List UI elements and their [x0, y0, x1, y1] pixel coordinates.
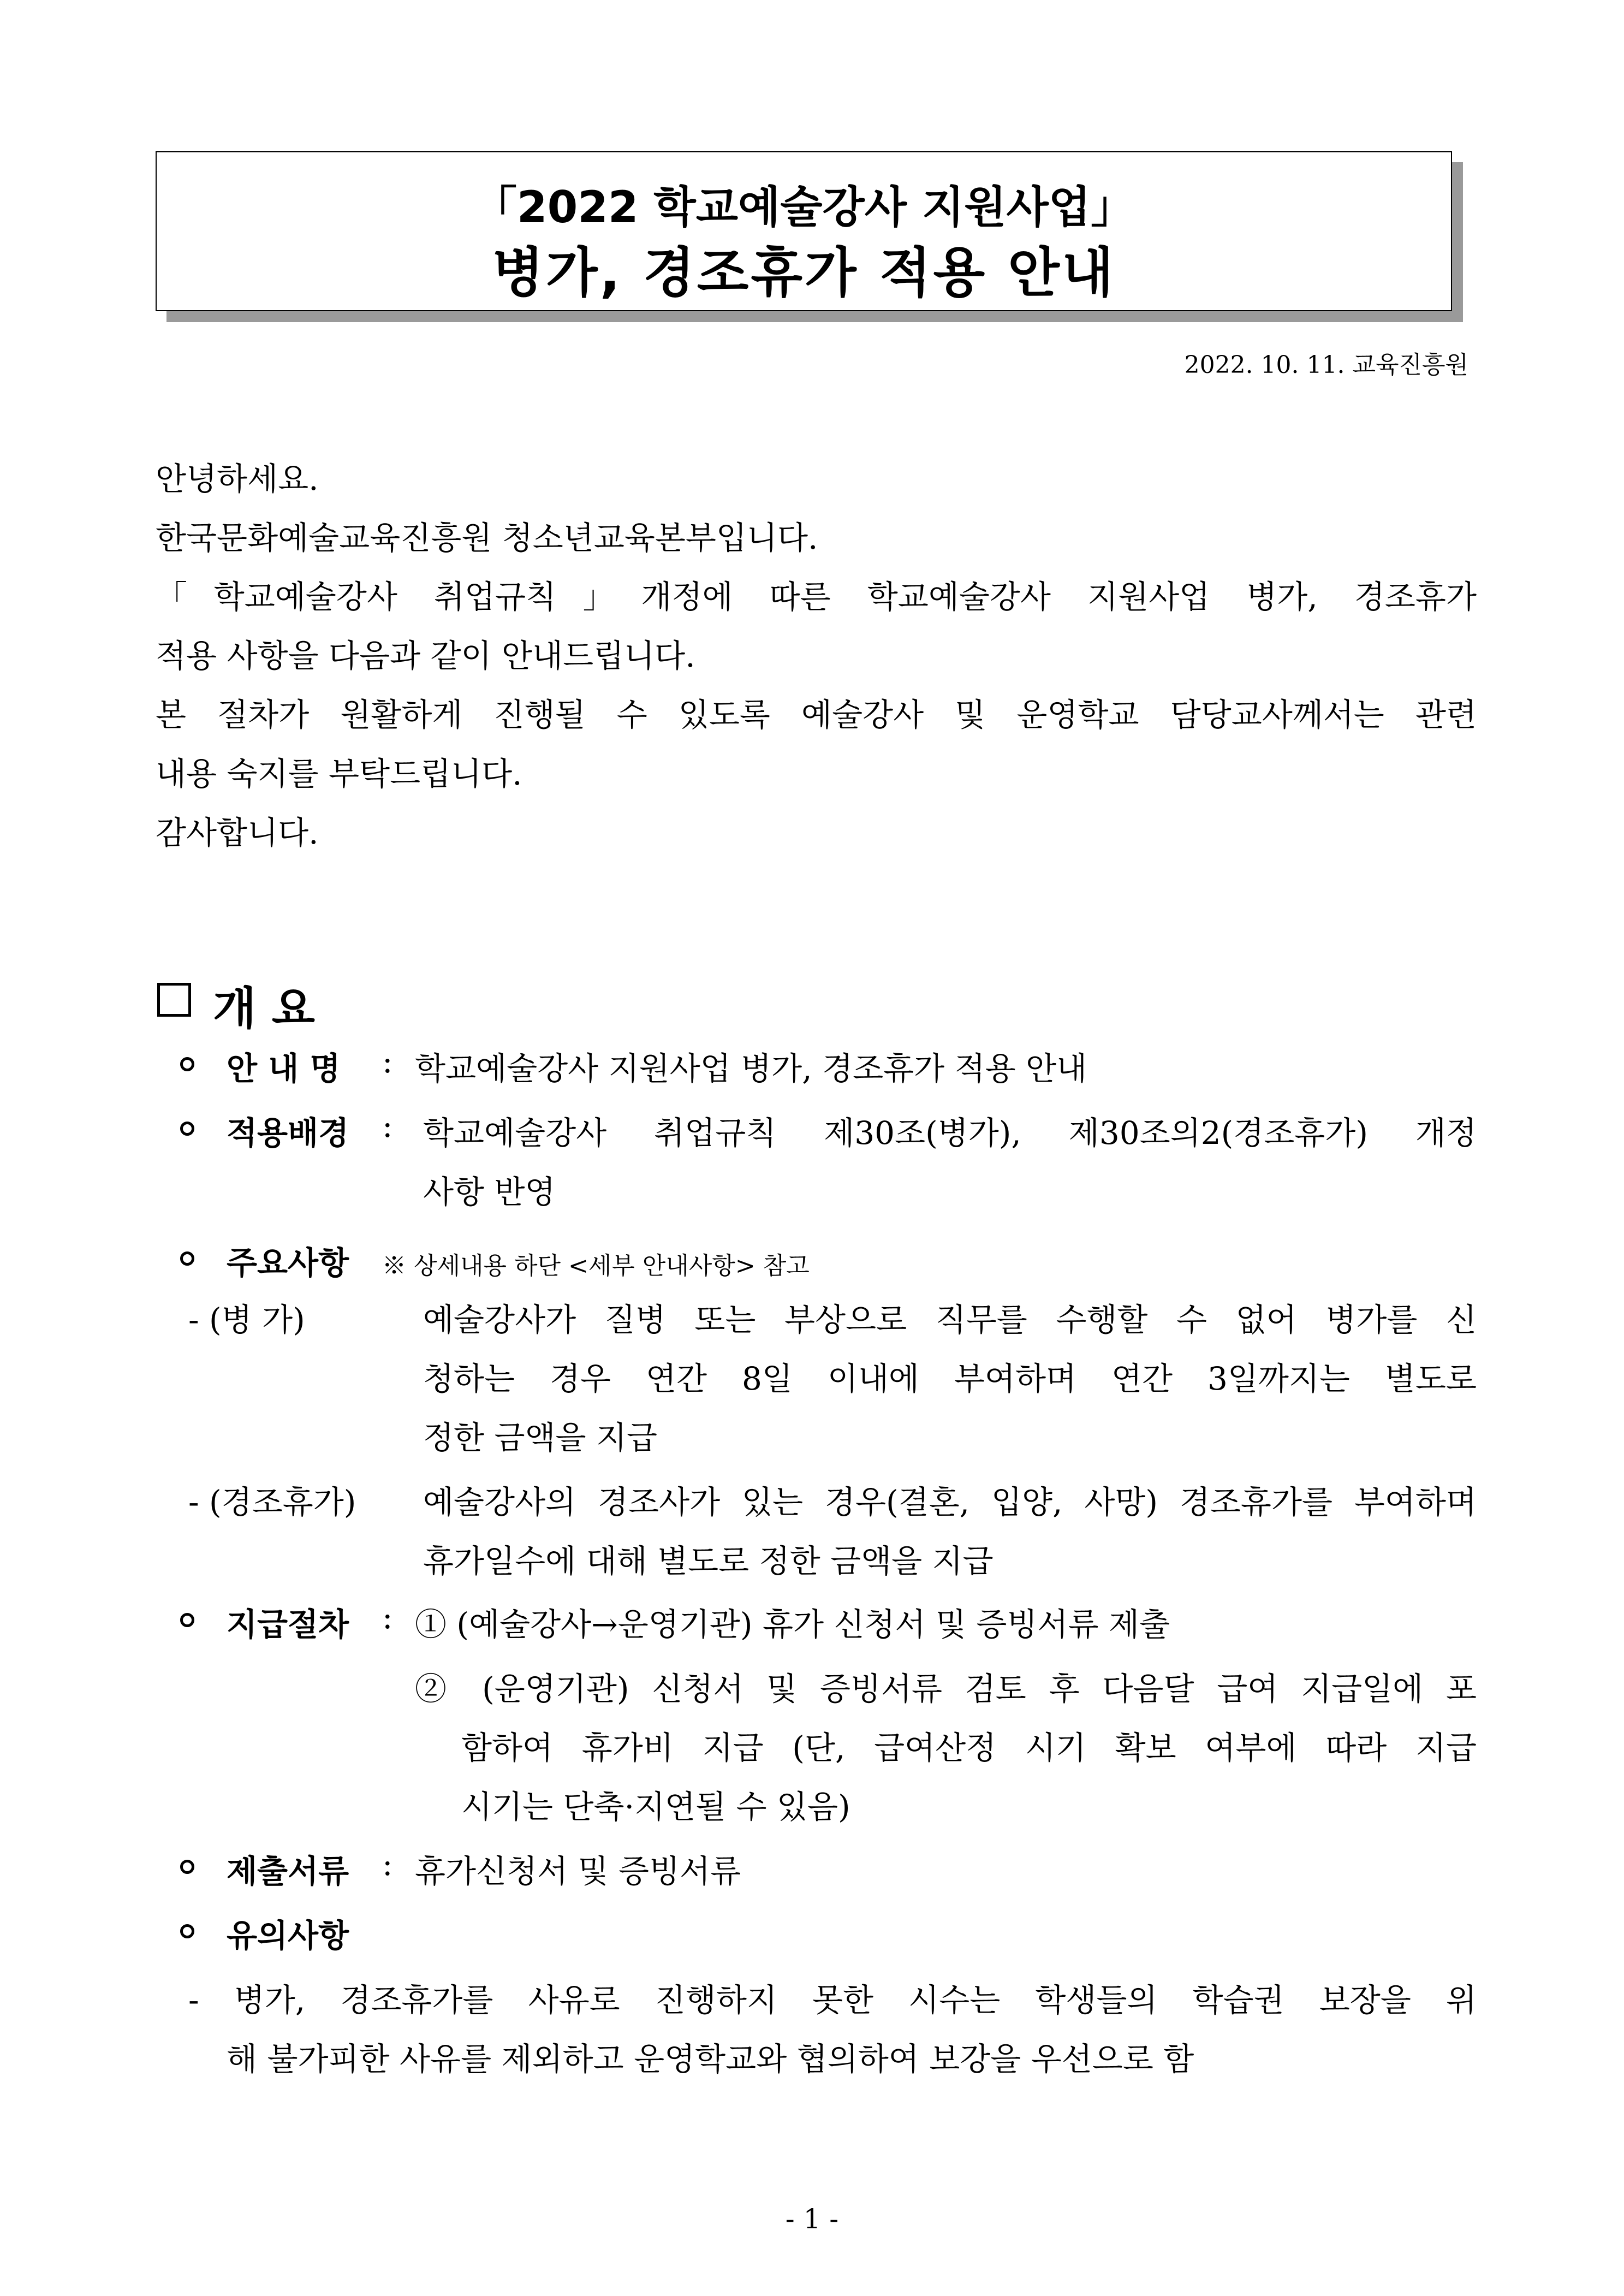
- date-line: 2022. 10. 11. 교육진흥원: [1184, 351, 1468, 379]
- main-points-label: 주요사항: [227, 1244, 349, 1282]
- payment-label: 지급절차: [227, 1606, 349, 1643]
- sick-leave-line3: 정한 금액을 지급: [423, 1419, 658, 1456]
- payment-step2-line2: 함하여 휴가비 지급 (단, 급여산정 시기 확보 여부에 따라 지급: [461, 1729, 1477, 1766]
- payment-step1: ① (예술강사→운영기관) 휴가 신청서 및 증빙서류 제출: [415, 1606, 1170, 1643]
- bullet-circle-icon: [180, 1122, 194, 1136]
- guide-name-text: 학교예술강사 지원사업 병가, 경조휴가 적용 안내: [415, 1050, 1087, 1087]
- intro-greeting: 안녕하세요.: [156, 460, 319, 497]
- payment-step2-line1-wrap: [415, 1663, 1477, 1709]
- bullet-circle-icon: [180, 1613, 194, 1627]
- cautions-label: 유의사항: [227, 1917, 349, 1954]
- cautions-line1: - 병가, 경조휴가를 사유로 진행하지 못한 시수는 학생들의 학습권 보장을 위: [188, 1981, 1477, 2019]
- main-points-note: ※ 상세내용 하단 <세부 안내사항> 참고: [382, 1252, 810, 1280]
- sick-leave-line2: 청하는 경우 연간 8일 이내에 부여하며 연간 3일까지는 별도로: [423, 1360, 1477, 1397]
- family-leave-line2: 휴가일수에 대해 별도로 정한 금액을 지급: [423, 1542, 994, 1580]
- guide-name-label: 안 내 명: [227, 1050, 341, 1087]
- cautions-line2: 해 불가피한 사유를 제외하고 운영학교와 협의하여 보강을 우선으로 함: [227, 2040, 1194, 2078]
- sick-leave-label: - (병 가): [188, 1301, 305, 1338]
- documents-sep: :: [382, 1846, 393, 1883]
- bullet-circle-icon: [180, 1860, 194, 1874]
- background-label: 적용배경: [227, 1114, 349, 1152]
- background-line1: 학교예술강사 취업규칙 제30조(병가), 제30조의2(경조휴가) 개정: [423, 1114, 1477, 1152]
- intro-line-6: 내용 숙지를 부탁드립니다.: [156, 755, 522, 792]
- document-title-line2: 병가, 경조휴가 적용 안내: [492, 242, 1116, 304]
- payment-sep: :: [382, 1599, 393, 1636]
- intro-thanks: 감사합니다.: [156, 814, 319, 851]
- intro-org: 한국문화예술교육진흥원 청소년교육본부입니다.: [156, 519, 818, 556]
- payment-step2-line1: ② (운영기관) 신청서 및 증빙서류 검토 후 다음달 급여 지급일에 포: [415, 1670, 1477, 1707]
- sick-leave-line1: 예술강사가 질병 또는 부상으로 직무를 수행할 수 없어 병가를 신: [423, 1301, 1477, 1338]
- sick-line1-wrap: [423, 1294, 1477, 1340]
- intro-line-3-wrap: [156, 571, 1477, 617]
- bullet-circle-icon: [180, 1057, 194, 1071]
- intro-line-5-wrap: [156, 689, 1477, 735]
- intro-line-4: 적용 사항을 다음과 같이 안내드립니다.: [156, 637, 695, 674]
- sick-line2-wrap: [423, 1353, 1477, 1399]
- section-heading: 개 요: [213, 983, 315, 1035]
- family-leave-label: - (경조휴가): [188, 1484, 356, 1521]
- intro-line-3: 「학교예술강사 취업규칙」개정에 따른 학교예술강사 지원사업 병가, 경조휴가: [156, 578, 1477, 615]
- guide-name-sep: :: [382, 1043, 393, 1080]
- background-line2: 사항 반영: [423, 1173, 556, 1211]
- title-box: [156, 151, 1452, 311]
- section-checkbox-icon: [157, 983, 191, 1017]
- documents-text: 휴가신청서 및 증빙서류: [415, 1853, 741, 1890]
- payment-step2-line3: 시기는 단축·지연될 수 있음): [461, 1788, 850, 1825]
- documents-label: 제출서류: [227, 1853, 349, 1890]
- cautions-line1-wrap: [188, 1974, 1477, 2020]
- intro-line-5: 본 절차가 원활하게 진행될 수 있도록 예술강사 및 운영학교 담당교사께서는 관련: [156, 696, 1477, 733]
- background-sep: :: [382, 1107, 393, 1144]
- payment-step2-line2-wrap: [461, 1722, 1477, 1768]
- background-line1-wrap: [423, 1107, 1477, 1153]
- bullet-circle-icon: [180, 1924, 194, 1938]
- page-number: - 1 -: [785, 2203, 839, 2235]
- family-line1-wrap: [423, 1476, 1477, 1522]
- bullet-circle-icon: [180, 1251, 194, 1266]
- family-leave-line1: 예술강사의 경조사가 있는 경우(결혼, 입양, 사망) 경조휴가를 부여하며: [423, 1484, 1477, 1521]
- document-title-line1: 「2022 학교예술강사 지원사업」: [473, 182, 1135, 233]
